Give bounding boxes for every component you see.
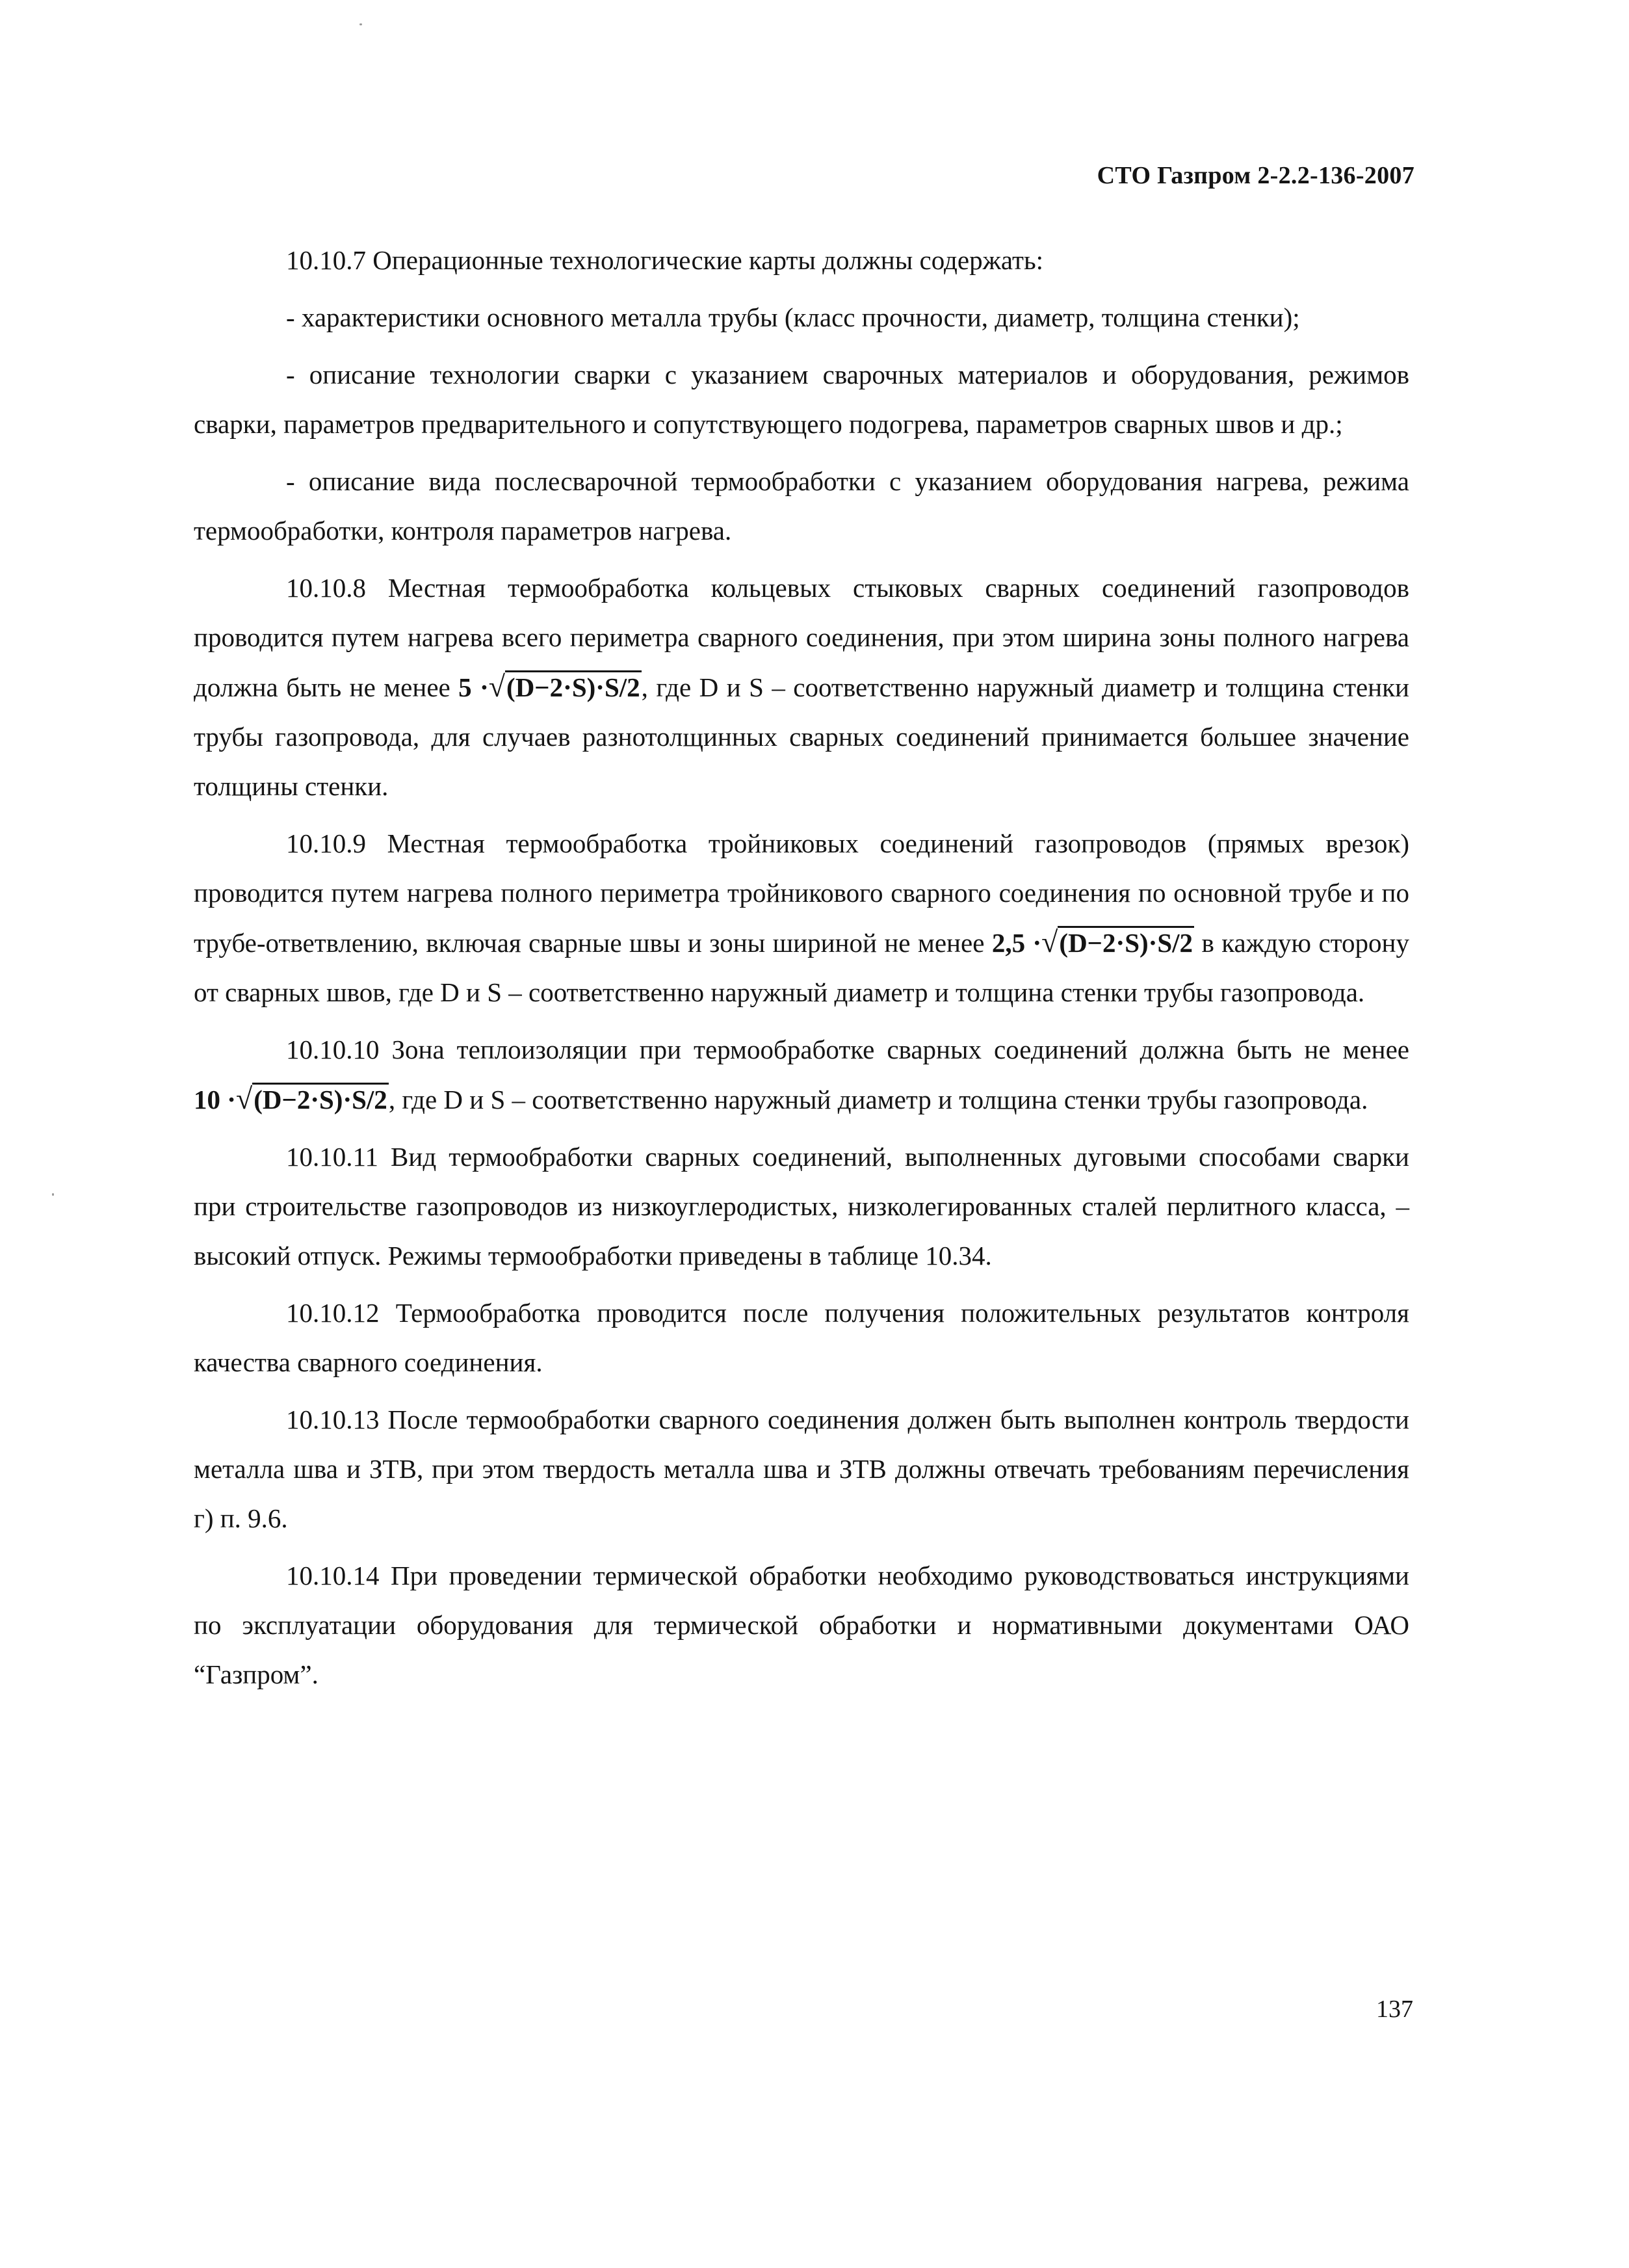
paragraph-10-10-7: 10.10.7 Операционные технологические карты должны содержать: [286, 245, 1044, 275]
paragraph-10-10-9 [194, 819, 1409, 1017]
formula-coefficient: 10 · [194, 1085, 236, 1114]
document-id-header: СТО Газпром 2-2.2-136-2007 [1097, 162, 1414, 189]
paragraph-10-10-11: 10.10.11 Вид термообработки сварных соединений, выполненных дуговыми способами сварки при строительстве газопроводов из низкоуглеродистых, низколегированных сталей перлитного класса, – высокий отпуск. Режимы термообработки приведены в таблице 10.34. [194, 1142, 1409, 1271]
paragraph-10-10-13: 10.10.13 После термообработки сварного соединения должен быть выполнен контроль твердости металла шва и ЗТВ, при этом твердость металла шва и ЗТВ должны отвечать требованиям перечисления г) п. 9.6. [194, 1404, 1409, 1533]
formula-coefficient: 2,5 · [991, 928, 1042, 958]
paragraph-text: 10.10.8 Местная термообработка кольцевых стыковых сварных соединений газопроводов проводится путем нагрева всего периметра сварного соединения, при этом ширина зоны полного нагрева должна быть не менее [194, 573, 1409, 702]
paragraph-10-10-7-item-a: - характеристики основного металла трубы (класс прочности, диаметр, толщина стенки); [286, 302, 1300, 332]
paragraph-10-10-14: 10.10.14 При проведении термической обработки необходимо руководствоваться инструкциями по эксплуатации оборудования для термической обработки и нормативными документами ОАО “Газпром”. [194, 1561, 1409, 1689]
page-number: 137 [1376, 1996, 1413, 2023]
formula-radicand: (D−2·S)·S/2 [1058, 926, 1194, 958]
paragraph-text: , где D и S – соответственно наружный диаметр и толщина стенки трубы газопровода. [388, 1085, 1368, 1114]
sqrt-sign: √ [1041, 925, 1058, 958]
formula-radicand: (D−2·S)·S/2 [252, 1083, 389, 1114]
paragraph-10-10-8 [194, 563, 1409, 811]
formula-coefficient: 5 · [458, 672, 489, 702]
document-body [194, 235, 1409, 1707]
paragraph-10-10-12: 10.10.12 Термообработка проводится после получения положительных результатов контроля качества сварного соединения. [194, 1298, 1409, 1377]
formula-tee-zone [991, 925, 1194, 958]
formula-heating-zone [458, 672, 642, 702]
scan-speck [359, 23, 362, 25]
sqrt-sign: √ [488, 670, 506, 703]
scan-speck [52, 1193, 54, 1196]
paragraph-10-10-7-item-c: - описание вида послесварочной термообработки с указанием оборудования нагрева, режима термообработки, контроля параметров нагрева. [194, 466, 1409, 546]
paragraph-text: 10.10.10 Зона теплоизоляции при термообработке сварных соединений должна быть не менее [286, 1035, 1409, 1064]
paragraph-text: 10.10.9 Местная термообработка тройниковых соединений газопроводов (прямых врезок) проводится путем нагрева полного периметра тройникового сварного соединения по основной трубе и по трубе-ответвлению, включая сварные швы и зоны шириной не менее [194, 828, 1409, 958]
paragraph-text: , где D и S – соответственно наружный диаметр и толщина стенки трубы газопровода, для случаев разнотолщинных сварных соединений принимается большее значение толщины стенки. [194, 672, 1409, 801]
paragraph-10-10-7-item-b: - описание технологии сварки с указанием сварочных материалов и оборудования, режимов сварки, параметров предварительного и сопутствующего подогрева, параметров сварных швов и др.; [194, 360, 1409, 439]
formula-insulation-zone [194, 1082, 389, 1115]
paragraph-10-10-10 [194, 1025, 1409, 1124]
paragraph-text: в каждую сторону от сварных швов, где D и S – соответственно наружный диаметр и толщина стенки трубы газопровода. [194, 928, 1409, 1007]
sqrt-sign: √ [235, 1082, 253, 1115]
formula-radicand: (D−2·S)·S/2 [505, 670, 642, 702]
